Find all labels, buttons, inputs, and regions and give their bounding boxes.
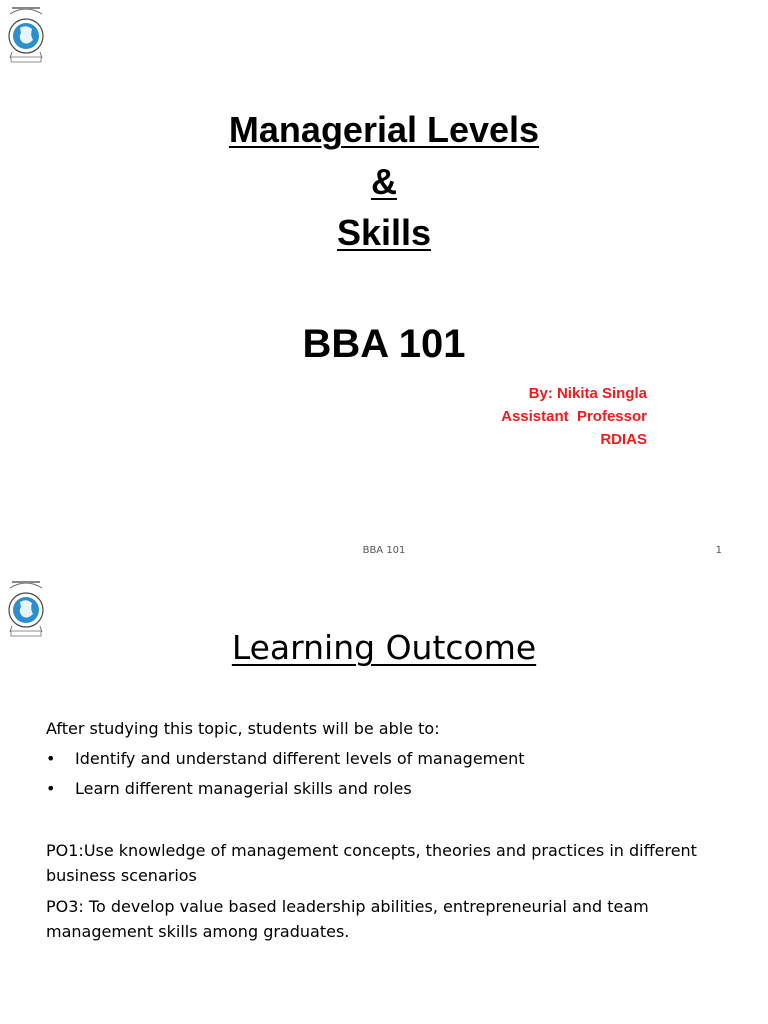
bullet-text: Learn different managerial skills and roles [75,779,412,798]
slide-number: 1 [715,545,722,556]
list-item [46,746,736,771]
title-line-2: & [371,161,397,202]
title-line-3: Skills [336,212,432,253]
title-line-1: Managerial Levels [228,109,540,150]
program-outcome-po1: PO1:Use knowledge of management concepts, theories and practices in different business scenarios [46,841,697,885]
institute-emblem-icon [2,2,50,68]
bullet-text: Identify and understand different levels of management [75,749,525,768]
list-item [46,776,736,801]
slide-learning-outcome [0,574,768,1024]
author-name: By: Nikita Singla [528,385,647,402]
slide-footer: BBA 101 [362,545,406,556]
author-institute: RDIAS [600,431,647,448]
bullet-icon: • [46,779,56,798]
intro-text: After studying this topic, students will be able to: [46,719,440,738]
course-code: BBA 101 [302,322,466,366]
program-outcome-po3: PO3: To develop value based leadership abilities, entrepreneurial and team management skills among graduates. [46,897,649,941]
page-title: Learning Outcome [231,628,537,667]
bullet-icon: • [46,749,56,768]
author-designation: Assistant Professor [501,408,647,425]
